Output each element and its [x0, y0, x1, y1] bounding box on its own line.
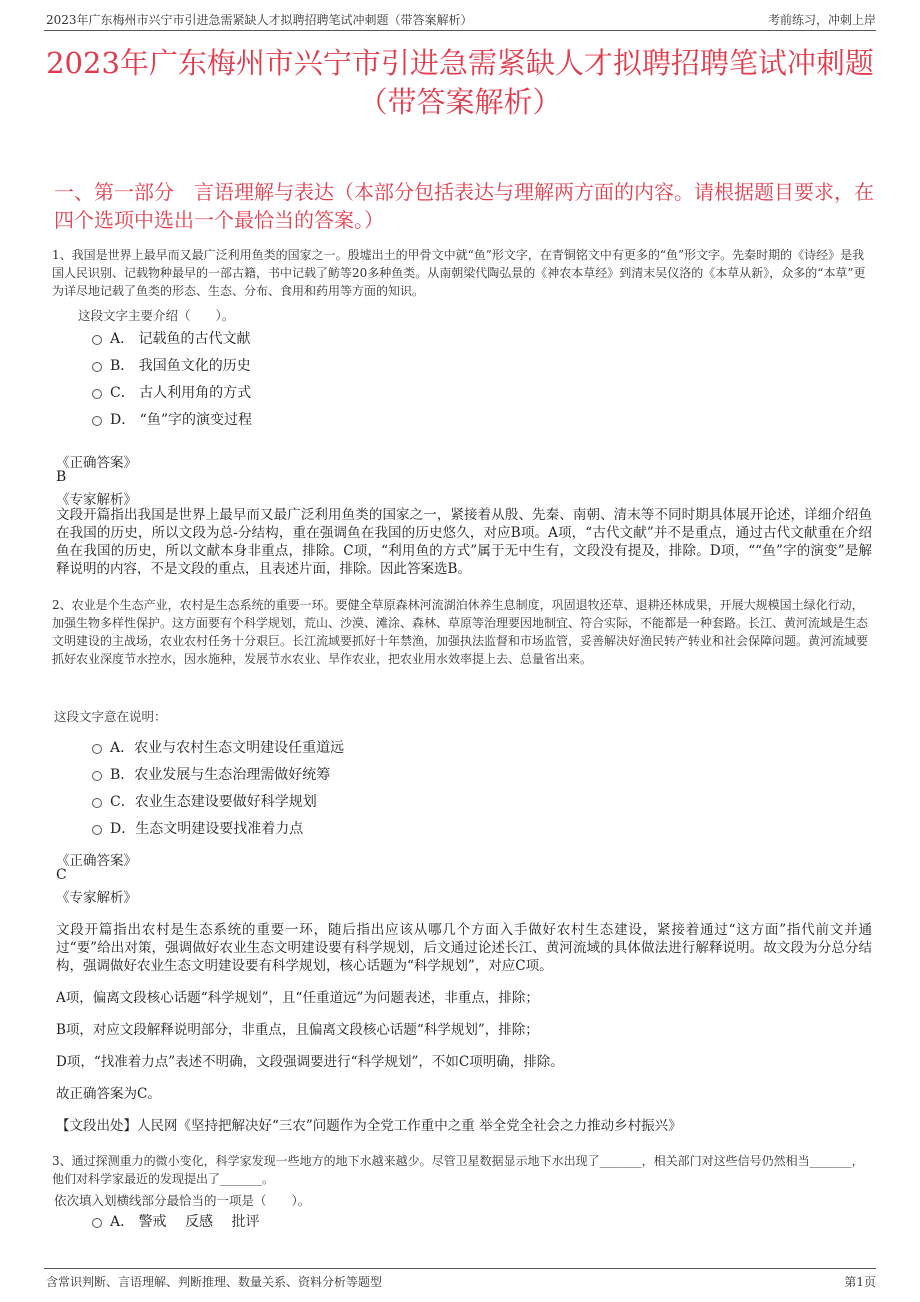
question-1-option-a[interactable]	[92, 328, 251, 348]
question-2-prompt: 这段文字意在说明：	[54, 709, 167, 724]
question-2-answer-label: 《正确答案》	[56, 853, 137, 869]
question-2-option-d-analysis: D项，“找准着力点”表述不明确，文段强调要进行“科学规划”，不如C项明确，排除。	[56, 1054, 564, 1070]
radio-icon[interactable]	[92, 744, 102, 754]
document-title: 2023年广东梅州市兴宁市引进急需紧缺人才拟聘招聘笔试冲刺题（带答案解析）	[46, 46, 874, 119]
radio-icon[interactable]	[92, 335, 102, 345]
question-2-option-a-analysis: A项，偏离文段核心话题“科学规划”，且“任重道远”为问题表述，非重点，排除；	[56, 990, 539, 1006]
option-label: A．农业与农村生态文明建设任重道远	[110, 740, 345, 756]
question-3-stem: 3、通过探测重力的微小变化，科学家发现一些地方的地下水越来越少。尽管卫星数据显示地下水出现了_______，相关部门对这些信号仍然相当_______，他们对科学家最近的发现提出了_______。	[52, 1154, 864, 1186]
question-1-option-b[interactable]	[92, 355, 251, 375]
question-2-answer: C	[56, 867, 67, 883]
radio-icon[interactable]	[92, 362, 102, 372]
question-1-prompt: 这段文字主要介绍（ ）。	[78, 308, 235, 323]
question-2-source: 【文段出处】人民网《坚持把解决好“三农”问题作为全党工作重中之重 举全党全社会之力推动乡村振兴》	[56, 1118, 682, 1134]
question-2-analysis: 文段开篇指出农村是生态系统的重要一环，随后指出应该从哪几个方面入手做好农村生态建设，紧接着通过“这方面”指代前文并通过“要”给出对策，强调做好农业生态文明建设要有科学规划，后文通过论述长江、黄河流域的具体做法进行解释说明。故文段为分总分结构，强调做好农业生态文明建设要有科学规划，核心话题为“科学规划”，对应C项。	[56, 922, 872, 974]
page-header-title: 2023年广东梅州市兴宁市引进急需紧缺人才拟聘招聘笔试冲刺题（带答案解析）	[46, 13, 473, 27]
option-label: B． 我国鱼文化的历史	[110, 358, 251, 374]
option-label: D．生态文明建设要找准着力点	[110, 821, 304, 837]
radio-icon[interactable]	[92, 389, 102, 399]
footer-divider	[44, 1268, 876, 1269]
question-1-answer: B	[56, 469, 67, 485]
question-2-analysis-label: 《专家解析》	[56, 890, 137, 906]
radio-icon[interactable]	[92, 798, 102, 808]
option-label: A． 记载鱼的古代文献	[110, 331, 251, 347]
question-1-option-c[interactable]	[92, 382, 251, 402]
radio-icon[interactable]	[92, 771, 102, 781]
question-2-option-b[interactable]	[92, 764, 330, 784]
question-2-option-b-analysis: B项，对应文段解释说明部分，非重点，且偏离文段核心话题“科学规划”，排除；	[56, 1022, 539, 1038]
section-part: 一、第一部分	[54, 180, 174, 204]
radio-icon[interactable]	[92, 416, 102, 426]
question-3-option-a[interactable]	[92, 1211, 259, 1231]
question-1-stem: 1、我国是世界上最早而又最广泛利用鱼类的国家之一。殷墟出土的甲骨文中就“鱼”形文字，在青铜铭文中有更多的“鱼”形文字。先秦时期的《诗经》是我国人民识别、记载物种最早的一部古籍，书中记载了鲂等20多种鱼类。从南朝梁代陶弘景的《神农本草经》到清末吴仪洛的《本草从新》，众多的“本草”更为详尽地记载了鱼类的形态、生态、分布、食用和药用等方面的知识。	[52, 248, 866, 298]
question-1-answer-label: 《正确答案》	[56, 455, 137, 471]
option-label: C．农业生态建设要做好科学规划	[110, 794, 317, 810]
section-description: 言语理解与表达（本部分包括表达与理解两方面的内容。请根据题目要求，在四个选项中选出一个最恰当的答案。）	[54, 180, 874, 232]
question-1-analysis-label: 《专家解析》	[56, 492, 137, 508]
question-1-analysis: 文段开篇指出我国是世界上最早而又最广泛利用鱼类的国家之一，紧接着从殷、先秦、南朝、清末等不同时期具体展开论述，详细介绍鱼在我国的历史，所以文段为总-分结构，重在强调鱼在我国的历史悠久，对应B项。A项，“古代文献”并不是重点，通过古代文献重在介绍鱼在我国的历史，所以文献本身非重点，排除。C项，“利用鱼的方式”属于无中生有，文段没有提及，排除。D项，““鱼”字的演变”是解释说明的内容，不是文段的重点，且表述片面，排除。因此答案选B。	[56, 507, 872, 577]
question-2-option-d[interactable]	[92, 818, 303, 838]
radio-icon[interactable]	[92, 825, 102, 835]
option-label: A． 警戒 反感 批评	[110, 1214, 260, 1230]
option-label: D． “鱼”字的演变过程	[110, 412, 252, 428]
footer-description: 含常识判断、言语理解、判断推理、数量关系、资料分析等题型	[46, 1275, 383, 1289]
question-2-conclusion: 故正确答案为C。	[56, 1086, 161, 1102]
option-label: B．农业发展与生态治理需做好统筹	[110, 767, 331, 783]
page-header-slogan: 考前练习，冲刺上岸	[767, 13, 876, 27]
question-2-option-a[interactable]	[92, 737, 344, 757]
option-label: C． 古人利用角的方式	[110, 385, 252, 401]
question-2-option-c[interactable]	[92, 791, 317, 811]
question-1-option-d[interactable]	[92, 409, 252, 429]
section-heading	[54, 178, 876, 234]
question-3-prompt: 依次填入划横线部分最恰当的一项是（ ）。	[54, 1193, 311, 1208]
header-divider	[44, 30, 876, 31]
question-2-stem: 2、农业是个生态产业，农村是生态系统的重要一环。要健全草原森林河流湖泊休养生息制度，巩固退牧还草、退耕还林成果，开展大规模国土绿化行动，加强生物多样性保护。这方面要有个科学规划，荒山、沙漠、滩涂、森林、草原等治理要因地制宜、符合实际，不能都是一种套路。长江、黄河流域是生态文明建设的主战场，农业农村任务十分艰巨。长江流域要抓好十年禁渔，加强执法监督和市场监管，妥善解决好渔民转产转业和社会保障问题。黄河流域要抓好农业深度节水控水，因水施种，发展节水农业、旱作农业，把农业用水效率提上去、总量省出来。	[52, 598, 869, 666]
radio-icon[interactable]	[92, 1218, 102, 1228]
page-number: 第1页	[844, 1275, 876, 1289]
